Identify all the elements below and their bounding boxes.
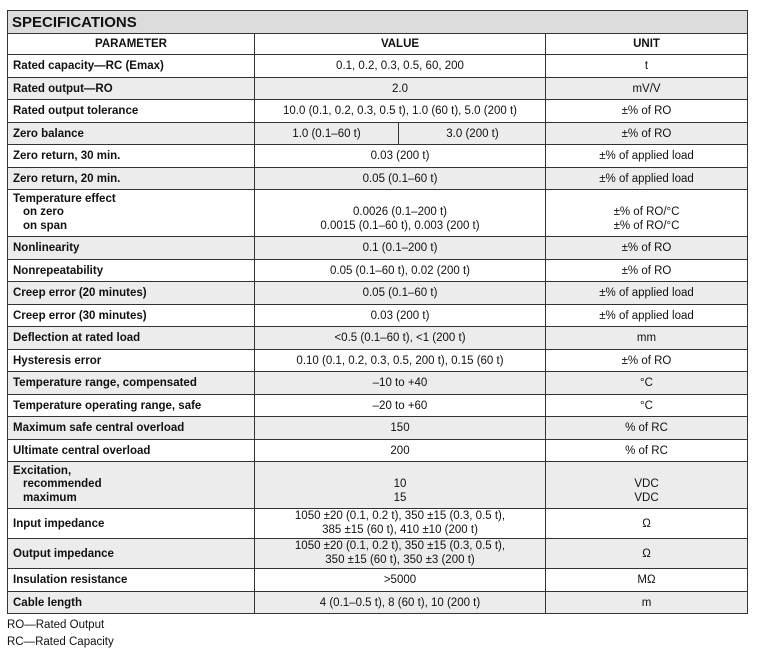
table-row bbox=[8, 55, 747, 78]
parameter-cell: Temperature range, compensated bbox=[8, 372, 255, 394]
parameter-cell: Rated output tolerance bbox=[8, 100, 255, 122]
table-row bbox=[8, 145, 747, 168]
unit-cell: m bbox=[641, 596, 652, 609]
unit-cell: % of RC bbox=[625, 444, 668, 457]
value-cell: 0.03 (200 t) bbox=[255, 145, 546, 167]
value-line: 0.0026 (0.1–200 t) bbox=[353, 206, 447, 218]
value-cell: <0.5 (0.1–60 t), <1 (200 t) bbox=[255, 327, 546, 349]
table-row bbox=[8, 100, 747, 123]
parameter-cell bbox=[8, 462, 255, 508]
value-cell: 0.03 (200 t) bbox=[255, 305, 546, 326]
value-line: 10 bbox=[393, 478, 407, 490]
table-row bbox=[8, 237, 747, 260]
value-cell-split bbox=[255, 123, 546, 144]
value-cell: 4 (0.1–0.5 t), 8 (60 t), 10 (200 t) bbox=[255, 592, 546, 613]
parameter-cell: Creep error (30 minutes) bbox=[8, 305, 255, 326]
footnote: RC—Rated Capacity bbox=[7, 636, 114, 648]
value-line: 1050 ±20 (0.1, 0.2 t), 350 ±15 (0.3, 0.5 t), bbox=[294, 540, 506, 552]
unit-cell: Ω bbox=[642, 517, 651, 530]
table-row bbox=[8, 327, 747, 350]
table-title: SPECIFICATIONS bbox=[8, 11, 747, 34]
table-row bbox=[8, 260, 747, 282]
value-cell: 200 bbox=[255, 440, 546, 461]
table-header bbox=[8, 34, 747, 55]
unit-cell: ±% of applied load bbox=[599, 172, 694, 185]
parameter-cell: Temperature operating range, safe bbox=[8, 395, 255, 416]
parameter-cell: Maximum safe central overload bbox=[8, 417, 255, 439]
value-cell: 0.05 (0.1–60 t) bbox=[255, 282, 546, 304]
unit-cell bbox=[546, 190, 747, 236]
unit-cell: % of RC bbox=[625, 422, 668, 434]
unit-cell: ±% of RO bbox=[621, 127, 672, 140]
parameter-cell: Hysteresis error bbox=[8, 350, 255, 371]
parameter-cell: Creep error (20 minutes) bbox=[8, 282, 255, 304]
header-parameter: PARAMETER bbox=[8, 34, 255, 54]
parameter-sub-label: on span bbox=[23, 219, 68, 232]
table-row bbox=[8, 462, 747, 509]
unit-cell: ±% of applied load bbox=[599, 287, 694, 299]
parameter-cell: Zero return, 30 min. bbox=[8, 145, 255, 167]
value-cell bbox=[255, 509, 546, 538]
value-cell: 0.10 (0.1, 0.2, 0.3, 0.5, 200 t), 0.15 (60 t) bbox=[255, 350, 546, 371]
parameter-cell: Rated capacity—RC (Emax) bbox=[8, 55, 255, 77]
parameter-cell: Input impedance bbox=[8, 509, 255, 538]
unit-cell: ±% of applied load bbox=[599, 150, 694, 162]
table-row bbox=[8, 592, 747, 613]
table-row bbox=[8, 509, 747, 539]
parameter-cell: Output impedance bbox=[8, 539, 255, 568]
footnote: RO—Rated Output bbox=[7, 619, 105, 631]
unit-cell: mm bbox=[636, 332, 657, 344]
parameter-cell: Ultimate central overload bbox=[8, 440, 255, 461]
value-cell: –20 to +60 bbox=[255, 395, 546, 416]
value-line: 15 bbox=[393, 491, 407, 504]
unit-line: ±% of RO/°C bbox=[613, 206, 680, 218]
unit-line: ±% of RO/°C bbox=[613, 219, 680, 232]
table-row bbox=[8, 123, 747, 145]
value-line: 1050 ±20 (0.1, 0.2 t), 350 ±15 (0.3, 0.5 t), bbox=[294, 510, 506, 522]
parameter-cell: Rated output—RO bbox=[8, 78, 255, 99]
value-line: 385 ±15 (60 t), 410 ±10 (200 t) bbox=[322, 523, 478, 536]
unit-cell: mV/V bbox=[632, 82, 661, 95]
parameter-cell: Zero return, 20 min. bbox=[8, 168, 255, 189]
table-row bbox=[8, 440, 747, 462]
value-cell: 150 bbox=[255, 417, 546, 439]
parameter-cell: Deflection at rated load bbox=[8, 327, 255, 349]
table-row bbox=[8, 168, 747, 190]
unit-cell: ±% of RO bbox=[621, 242, 672, 254]
unit-cell: °C bbox=[640, 399, 653, 412]
value-cell bbox=[255, 462, 546, 508]
value-cell: >5000 bbox=[255, 569, 546, 591]
unit-cell: ±% of applied load bbox=[599, 309, 694, 322]
table-row bbox=[8, 569, 747, 592]
parameter-sub-label: recommended bbox=[23, 478, 102, 491]
parameter-cell bbox=[8, 190, 255, 236]
parameter-cell: Zero balance bbox=[8, 123, 255, 144]
value-cell bbox=[255, 190, 546, 236]
parameter-cell: Nonlinearity bbox=[8, 237, 255, 259]
value-cell: 2.0 bbox=[255, 78, 546, 99]
value-cell: 0.1 (0.1–200 t) bbox=[255, 237, 546, 259]
table-row bbox=[8, 78, 747, 100]
table-row bbox=[8, 539, 747, 569]
unit-cell: t bbox=[644, 60, 649, 72]
value-cell: 10.0 (0.1, 0.2, 0.3, 0.5 t), 1.0 (60 t), 5.0 (200 t) bbox=[255, 100, 546, 122]
unit-line: VDC bbox=[634, 491, 659, 504]
unit-cell: ±% of RO bbox=[621, 105, 672, 117]
unit-cell: Ω bbox=[642, 547, 651, 560]
value-cell: –10 to +40 bbox=[255, 372, 546, 394]
parameter-cell: Insulation resistance bbox=[8, 569, 255, 591]
value-cell: 0.05 (0.1–60 t), 0.02 (200 t) bbox=[255, 260, 546, 281]
unit-cell: ±% of RO bbox=[621, 354, 672, 367]
unit-line: VDC bbox=[634, 478, 659, 490]
unit-cell bbox=[546, 462, 747, 508]
value-cell: 0.1, 0.2, 0.3, 0.5, 60, 200 bbox=[255, 55, 546, 77]
value-cell-right: 3.0 (200 t) bbox=[446, 127, 499, 140]
table-row bbox=[8, 372, 747, 395]
parameter-cell: Cable length bbox=[8, 592, 255, 613]
parameter-label: Temperature effect bbox=[13, 192, 116, 205]
header-value: VALUE bbox=[255, 34, 546, 54]
specifications-table bbox=[7, 10, 748, 614]
value-cell-left: 1.0 (0.1–60 t) bbox=[255, 123, 399, 144]
table-row bbox=[8, 190, 747, 237]
parameter-label: Excitation, bbox=[13, 464, 72, 477]
value-line: 0.0015 (0.1–60 t), 0.003 (200 t) bbox=[320, 219, 480, 232]
value-line: 350 ±15 (60 t), 350 ±3 (200 t) bbox=[325, 553, 475, 566]
table-row bbox=[8, 350, 747, 372]
table-row bbox=[8, 395, 747, 417]
value-cell: 0.05 (0.1–60 t) bbox=[255, 168, 546, 189]
parameter-sub-label: on zero bbox=[23, 206, 64, 219]
header-unit: UNIT bbox=[633, 38, 660, 50]
table-row bbox=[8, 417, 747, 440]
unit-cell: ±% of RO bbox=[621, 264, 672, 277]
unit-cell: °C bbox=[640, 377, 653, 389]
parameter-sub-label: maximum bbox=[23, 491, 77, 504]
table-row bbox=[8, 282, 747, 305]
unit-cell: MΩ bbox=[637, 574, 656, 586]
parameter-cell: Nonrepeatability bbox=[8, 260, 255, 281]
table-row bbox=[8, 305, 747, 327]
value-cell bbox=[255, 539, 546, 568]
